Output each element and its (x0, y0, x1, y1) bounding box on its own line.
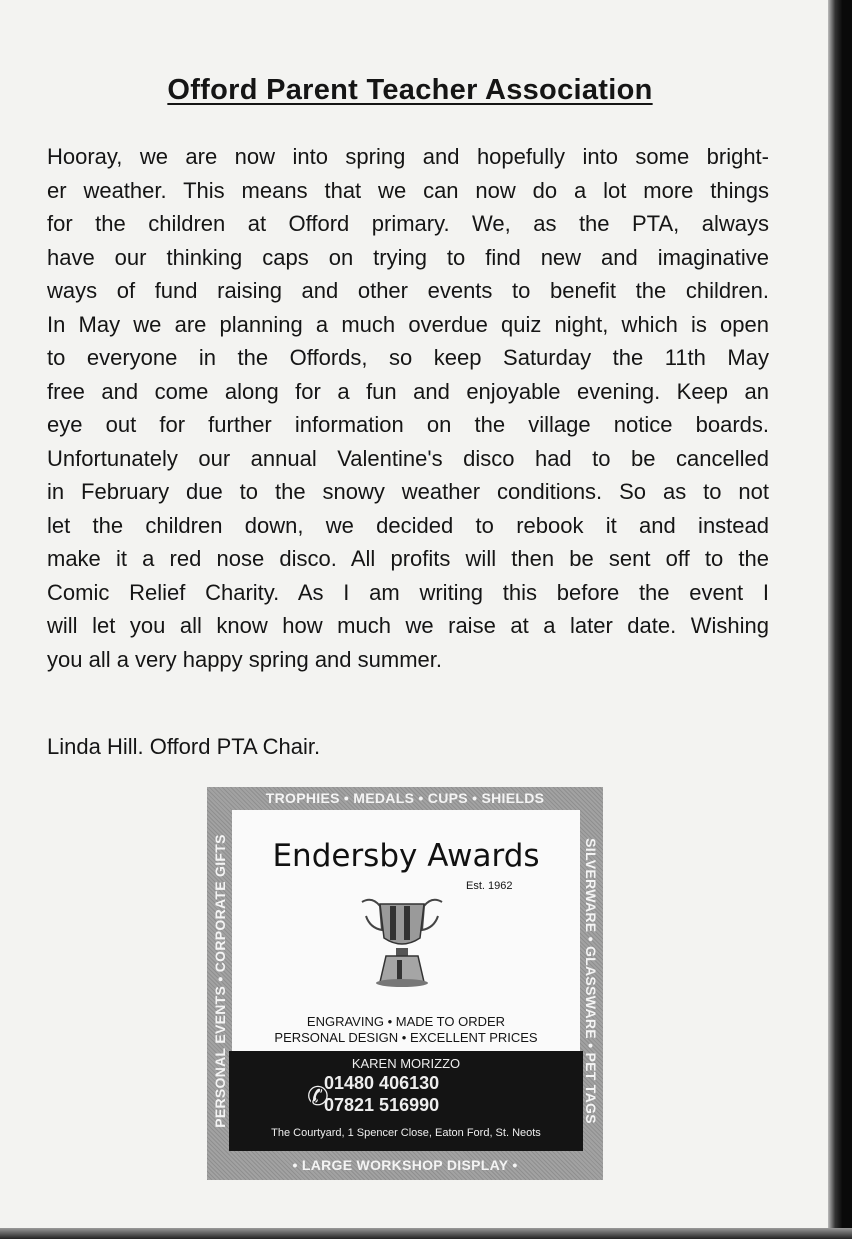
ad-services-line: ENGRAVING • MADE TO ORDER (306, 1014, 506, 1029)
ad-contact-panel (229, 1051, 583, 1151)
advertisement (207, 787, 603, 1180)
telephone-icon: ✆ (307, 1081, 329, 1111)
ad-address: The Courtyard, 1 Spencer Close, Eaton Ford, St. Neots (271, 1127, 541, 1139)
ad-phone: 07821 516990 (324, 1095, 440, 1115)
ad-top-band: TROPHIES • MEDALS • CUPS • SHIELDS (265, 790, 545, 806)
body-line: will let you all know how much we raise at a later date. Wishing (47, 613, 769, 638)
ad-right-band: SILVERWARE • GLASSWARE • PET TAGS (583, 838, 599, 1124)
ad-contact-name: KAREN MORIZZO (351, 1056, 461, 1071)
ad-bottom-band: • LARGE WORKSHOP DISPLAY • (292, 1157, 518, 1173)
body-line: in February due to the snowy weather conditions. So as to not (47, 479, 769, 504)
body-line: let the children down, we decided to rebook it and instead (47, 512, 769, 538)
page-title: Offord Parent Teacher Association (167, 74, 653, 106)
article-body (47, 140, 769, 676)
body-line: you all a very happy spring and summer. (47, 646, 442, 672)
ad-established: Est. 1962 (466, 880, 513, 892)
ad-left-band: PERSONAL EVENTS • CORPORATE GIFTS (212, 834, 228, 1128)
body-line: have our thinking caps on trying to find new and imaginative (47, 244, 769, 270)
body-line: In May we are planning a much overdue quiz night, which is open (47, 311, 769, 337)
ad-panel (232, 810, 580, 1150)
body-line: Comic Relief Charity. As I am writing this before the event I (47, 579, 769, 605)
ad-services-line: PERSONAL DESIGN • EXCELLENT PRICES (274, 1030, 538, 1045)
ad-phones (324, 1072, 439, 1116)
body-line: to everyone in the Offords, so keep Saturday the 11th May (47, 345, 769, 370)
trophy-icon (352, 890, 452, 990)
body-line: free and come along for a fun and enjoyable evening. Keep an (47, 378, 769, 404)
page-edge-shadow (828, 0, 852, 1239)
page-bottom-shadow (0, 1228, 852, 1239)
body-line: Hooray, we are now into spring and hopefully into some bright- (47, 144, 769, 169)
body-line: er weather. This means that we can now do a lot more things (47, 177, 769, 203)
ad-services (232, 1014, 580, 1046)
body-line: Unfortunately our annual Valentine's disco had to be cancelled (47, 445, 769, 471)
signature: Linda Hill. Offord PTA Chair. (47, 734, 321, 759)
body-line: for the children at Offord primary. We, as the PTA, always (47, 211, 769, 236)
body-line: ways of fund raising and other events to benefit the children. (47, 278, 769, 303)
ad-phone: 01480 406130 (324, 1073, 440, 1093)
body-line: eye out for further information on the village notice boards. (47, 412, 769, 437)
ad-brand: Endersby Awards (272, 838, 540, 874)
body-line: make it a red nose disco. All profits will then be sent off to the (47, 546, 769, 571)
